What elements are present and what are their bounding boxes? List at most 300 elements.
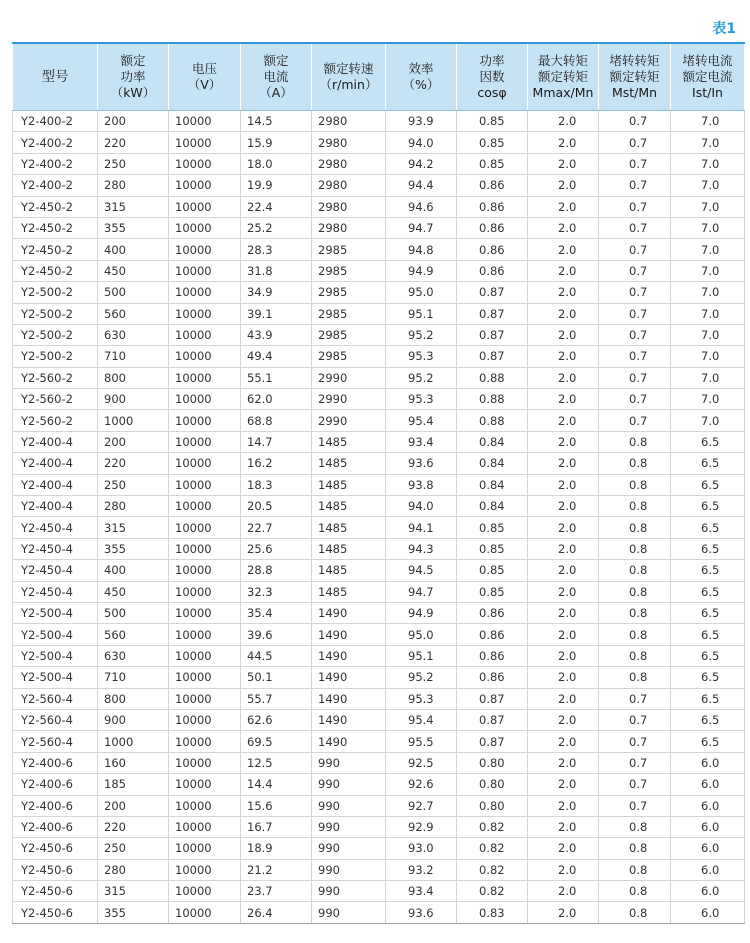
table-cell: 2.0	[528, 709, 599, 730]
table-cell: 1485	[312, 496, 386, 517]
table-cell: 560	[98, 303, 169, 324]
table-header	[13, 43, 745, 111]
table-cell: 7.0	[671, 153, 745, 174]
table-cell: 2980	[312, 132, 386, 153]
table-cell: 315	[98, 881, 169, 902]
table-cell: 2.0	[528, 645, 599, 666]
table-cell: Y2-500-4	[13, 667, 98, 688]
column-header	[386, 43, 457, 111]
table-row	[13, 881, 745, 902]
table-cell: 2.0	[528, 581, 599, 602]
table-row	[13, 688, 745, 709]
table-cell: 23.7	[241, 881, 312, 902]
column-header-line: 额定电流	[682, 69, 733, 84]
table-cell: 7.0	[671, 303, 745, 324]
table-cell: 93.6	[386, 902, 457, 923]
table-row	[13, 645, 745, 666]
table-cell: 6.5	[671, 538, 745, 559]
table-cell: 630	[98, 324, 169, 345]
table-cell: 400	[98, 560, 169, 581]
table-cell: 22.4	[241, 196, 312, 217]
table-cell: 1000	[98, 731, 169, 752]
table-cell: 21.2	[241, 859, 312, 880]
table-cell: 0.7	[599, 324, 671, 345]
table-cell: 95.5	[386, 731, 457, 752]
table-cell: 2.0	[528, 881, 599, 902]
table-cell: Y2-400-6	[13, 816, 98, 837]
table-cell: 10000	[169, 324, 241, 345]
table-cell: 250	[98, 838, 169, 859]
table-cell: 93.6	[386, 453, 457, 474]
table-cell: 2980	[312, 153, 386, 174]
table-cell: 0.86	[457, 175, 528, 196]
table-cell: 2.0	[528, 795, 599, 816]
table-cell: Y2-450-2	[13, 217, 98, 238]
table-cell: 0.7	[599, 132, 671, 153]
table-cell: 1000	[98, 410, 169, 431]
table-cell: 0.87	[457, 709, 528, 730]
table-cell: Y2-450-4	[13, 581, 98, 602]
table-cell: 94.0	[386, 132, 457, 153]
header-row	[13, 43, 745, 111]
table-cell: Y2-450-6	[13, 859, 98, 880]
table-cell: Y2-450-6	[13, 881, 98, 902]
table-cell: 1485	[312, 581, 386, 602]
table-cell: 0.8	[599, 624, 671, 645]
column-header-line: 最大转矩	[537, 53, 588, 68]
table-cell: 6.5	[671, 709, 745, 730]
table-cell: 2.0	[528, 346, 599, 367]
column-header-line: 功率	[120, 69, 146, 84]
table-cell: 94.5	[386, 560, 457, 581]
table-cell: 95.2	[386, 367, 457, 388]
table-cell: 6.5	[671, 496, 745, 517]
table-cell: 43.9	[241, 324, 312, 345]
table-cell: 1490	[312, 688, 386, 709]
table-row	[13, 217, 745, 238]
table-cell: 10000	[169, 667, 241, 688]
table-cell: 2.0	[528, 175, 599, 196]
table-row	[13, 624, 745, 645]
table-cell: 10000	[169, 239, 241, 260]
table-cell: 0.8	[599, 560, 671, 581]
table-cell: 93.4	[386, 881, 457, 902]
column-header-line: （r/min）	[319, 77, 378, 92]
table-cell: 94.2	[386, 153, 457, 174]
table-cell: 0.85	[457, 560, 528, 581]
table-cell: Y2-560-2	[13, 367, 98, 388]
table-cell: 6.0	[671, 752, 745, 773]
table-cell: Y2-450-2	[13, 196, 98, 217]
table-cell: 39.6	[241, 624, 312, 645]
table-cell: 6.5	[671, 517, 745, 538]
table-cell: Y2-500-4	[13, 645, 98, 666]
table-cell: 2.0	[528, 111, 599, 132]
table-cell: 0.84	[457, 431, 528, 452]
table-cell: 95.2	[386, 324, 457, 345]
table-cell: 93.0	[386, 838, 457, 859]
table-cell: 280	[98, 859, 169, 880]
table-cell: 55.1	[241, 367, 312, 388]
table-cell: 92.5	[386, 752, 457, 773]
table-cell: 0.7	[599, 731, 671, 752]
table-cell: 0.8	[599, 602, 671, 623]
table-cell: Y2-450-2	[13, 239, 98, 260]
table-cell: Y2-400-2	[13, 175, 98, 196]
table-row	[13, 260, 745, 281]
column-header	[241, 43, 312, 111]
table-cell: 2.0	[528, 196, 599, 217]
table-cell: 18.0	[241, 153, 312, 174]
table-cell: 160	[98, 752, 169, 773]
table-cell: 10000	[169, 517, 241, 538]
table-cell: Y2-400-6	[13, 752, 98, 773]
table-cell: 0.88	[457, 389, 528, 410]
table-cell: 2990	[312, 367, 386, 388]
table-cell: 315	[98, 196, 169, 217]
table-cell: 6.5	[671, 581, 745, 602]
table-cell: 0.85	[457, 132, 528, 153]
column-header	[457, 43, 528, 111]
table-cell: 0.87	[457, 731, 528, 752]
table-cell: 62.6	[241, 709, 312, 730]
table-cell: 0.85	[457, 111, 528, 132]
table-cell: 7.0	[671, 260, 745, 281]
table-cell: 10000	[169, 560, 241, 581]
table-cell: 2990	[312, 410, 386, 431]
column-header-line: 额定转矩	[609, 69, 660, 84]
table-row	[13, 303, 745, 324]
table-cell: 94.7	[386, 217, 457, 238]
table-cell: 0.7	[599, 752, 671, 773]
table-cell: 7.0	[671, 410, 745, 431]
table-cell: 0.7	[599, 389, 671, 410]
table-row	[13, 859, 745, 880]
table-cell: Y2-450-4	[13, 560, 98, 581]
table-row	[13, 838, 745, 859]
table-cell: Y2-500-2	[13, 282, 98, 303]
table-row	[13, 111, 745, 132]
table-cell: Y2-400-4	[13, 453, 98, 474]
column-header-line: 堵转转矩	[609, 53, 660, 68]
table-cell: 10000	[169, 774, 241, 795]
table-cell: 0.7	[599, 239, 671, 260]
table-cell: 0.84	[457, 496, 528, 517]
table-cell: 0.85	[457, 581, 528, 602]
table-cell: 2.0	[528, 303, 599, 324]
table-cell: 49.4	[241, 346, 312, 367]
table-cell: 630	[98, 645, 169, 666]
column-header-line: cosφ	[477, 85, 507, 100]
column-header-line: 型号	[41, 69, 69, 85]
table-cell: Y2-400-2	[13, 132, 98, 153]
table-cell: 220	[98, 132, 169, 153]
table-cell: 1490	[312, 731, 386, 752]
table-cell: 2.0	[528, 132, 599, 153]
table-row	[13, 774, 745, 795]
table-cell: 355	[98, 538, 169, 559]
table-cell: 0.86	[457, 239, 528, 260]
table-cell: 1485	[312, 560, 386, 581]
table-cell: 10000	[169, 260, 241, 281]
table-cell: 10000	[169, 859, 241, 880]
column-header	[599, 43, 671, 111]
table-cell: 44.5	[241, 645, 312, 666]
table-cell: Y2-450-4	[13, 517, 98, 538]
table-cell: 0.87	[457, 282, 528, 303]
table-row	[13, 453, 745, 474]
table-cell: 0.84	[457, 453, 528, 474]
table-cell: 2.0	[528, 496, 599, 517]
table-cell: 95.4	[386, 410, 457, 431]
table-cell: 0.80	[457, 774, 528, 795]
table-cell: 55.7	[241, 688, 312, 709]
table-cell: 6.5	[671, 602, 745, 623]
table-row	[13, 709, 745, 730]
table-cell: 0.7	[599, 111, 671, 132]
table-cell: 0.8	[599, 902, 671, 923]
table-cell: 50.1	[241, 667, 312, 688]
table-cell: 0.7	[599, 346, 671, 367]
table-row	[13, 282, 745, 303]
table-cell: 990	[312, 838, 386, 859]
table-cell: 0.7	[599, 282, 671, 303]
motor-spec-table	[12, 42, 745, 924]
table-cell: 200	[98, 111, 169, 132]
table-cell: 2.0	[528, 774, 599, 795]
column-header-line: 额定	[263, 53, 289, 68]
table-cell: 1485	[312, 474, 386, 495]
table-cell: 34.9	[241, 282, 312, 303]
table-cell: 355	[98, 217, 169, 238]
table-cell: Y2-500-4	[13, 602, 98, 623]
table-cell: 10000	[169, 175, 241, 196]
table-cell: 6.5	[671, 474, 745, 495]
table-cell: 0.87	[457, 324, 528, 345]
table-cell: 94.9	[386, 260, 457, 281]
table-cell: 1490	[312, 709, 386, 730]
column-header-line: Mmax/Mn	[532, 85, 594, 100]
table-cell: 7.0	[671, 324, 745, 345]
table-cell: 7.0	[671, 239, 745, 260]
table-cell: 0.86	[457, 260, 528, 281]
table-cell: 990	[312, 859, 386, 880]
table-cell: Y2-560-2	[13, 410, 98, 431]
table-cell: 93.2	[386, 859, 457, 880]
table-row	[13, 667, 745, 688]
table-cell: Y2-400-2	[13, 153, 98, 174]
table-cell: 0.87	[457, 346, 528, 367]
table-cell: 68.8	[241, 410, 312, 431]
table-cell: 250	[98, 474, 169, 495]
table-cell: 6.0	[671, 838, 745, 859]
column-header	[98, 43, 169, 111]
table-cell: 0.86	[457, 645, 528, 666]
column-header-line: （V）	[187, 77, 222, 92]
table-cell: 1490	[312, 645, 386, 666]
table-cell: 0.8	[599, 474, 671, 495]
table-cell: 12.5	[241, 752, 312, 773]
table-cell: 900	[98, 709, 169, 730]
table-cell: 0.87	[457, 688, 528, 709]
table-cell: 7.0	[671, 175, 745, 196]
table-cell: 39.1	[241, 303, 312, 324]
table-cell: 2985	[312, 260, 386, 281]
table-cell: 1490	[312, 602, 386, 623]
table-cell: 6.5	[671, 667, 745, 688]
table-row	[13, 731, 745, 752]
table-cell: 0.8	[599, 453, 671, 474]
table-cell: 94.7	[386, 581, 457, 602]
table-cell: 0.8	[599, 538, 671, 559]
column-header	[169, 43, 241, 111]
table-cell: 6.5	[671, 453, 745, 474]
table-row	[13, 560, 745, 581]
table-cell: 0.86	[457, 602, 528, 623]
table-cell: 95.4	[386, 709, 457, 730]
table-cell: 14.7	[241, 431, 312, 452]
table-row	[13, 410, 745, 431]
column-header-line: 电流	[263, 69, 289, 84]
table-cell: 2.0	[528, 859, 599, 880]
table-cell: 10000	[169, 496, 241, 517]
table-cell: 2985	[312, 303, 386, 324]
table-cell: 16.7	[241, 816, 312, 837]
table-cell: 6.5	[671, 560, 745, 581]
table-cell: 2.0	[528, 217, 599, 238]
table-cell: 10000	[169, 453, 241, 474]
table-cell: 0.82	[457, 816, 528, 837]
table-cell: 400	[98, 239, 169, 260]
table-cell: 0.7	[599, 175, 671, 196]
table-cell: 0.7	[599, 410, 671, 431]
table-cell: Y2-500-2	[13, 346, 98, 367]
table-cell: Y2-560-4	[13, 709, 98, 730]
table-cell: Y2-500-2	[13, 324, 98, 345]
table-row	[13, 474, 745, 495]
column-header-line: 效率	[408, 61, 434, 76]
column-header-line: 电压	[191, 61, 217, 76]
table-cell: 7.0	[671, 346, 745, 367]
table-row	[13, 367, 745, 388]
table-cell: 7.0	[671, 196, 745, 217]
table-cell: 2980	[312, 111, 386, 132]
table-row	[13, 602, 745, 623]
table-cell: 450	[98, 581, 169, 602]
table-cell: Y2-450-6	[13, 902, 98, 923]
table-row	[13, 239, 745, 260]
table-cell: 1485	[312, 517, 386, 538]
table-cell: 15.9	[241, 132, 312, 153]
table-cell: 10000	[169, 902, 241, 923]
table-cell: Y2-400-4	[13, 474, 98, 495]
table-cell: 2.0	[528, 474, 599, 495]
table-cell: 2985	[312, 282, 386, 303]
table-cell: 200	[98, 795, 169, 816]
table-cell: 2.0	[528, 239, 599, 260]
table-cell: 94.1	[386, 517, 457, 538]
table-cell: 10000	[169, 111, 241, 132]
table-cell: 0.88	[457, 367, 528, 388]
column-header-line: 额定转矩	[537, 69, 588, 84]
table-cell: 6.5	[671, 624, 745, 645]
table-cell: 0.8	[599, 816, 671, 837]
table-cell: Y2-400-2	[13, 111, 98, 132]
table-cell: Y2-400-4	[13, 496, 98, 517]
table-cell: 0.8	[599, 581, 671, 602]
table-cell: 2.0	[528, 153, 599, 174]
table-row	[13, 902, 745, 923]
table-cell: 2980	[312, 196, 386, 217]
table-cell: 560	[98, 624, 169, 645]
column-header-line: 因数	[479, 69, 505, 84]
table-cell: 10000	[169, 838, 241, 859]
table-cell: 0.7	[599, 367, 671, 388]
table-cell: 10000	[169, 389, 241, 410]
table-cell: 18.9	[241, 838, 312, 859]
table-cell: 7.0	[671, 282, 745, 303]
table-cell: 710	[98, 346, 169, 367]
table-cell: 2.0	[528, 816, 599, 837]
table-body	[13, 111, 745, 924]
table-cell: 22.7	[241, 517, 312, 538]
table-cell: 0.85	[457, 153, 528, 174]
table-row	[13, 752, 745, 773]
table-cell: 0.82	[457, 859, 528, 880]
table-cell: 0.7	[599, 217, 671, 238]
table-cell: 0.8	[599, 838, 671, 859]
table-cell: 990	[312, 752, 386, 773]
column-header-line: 额定转速	[323, 61, 374, 76]
table-cell: Y2-500-2	[13, 303, 98, 324]
table-cell: 200	[98, 431, 169, 452]
column-header-line: 堵转电流	[682, 53, 733, 68]
table-cell: 20.5	[241, 496, 312, 517]
column-header	[312, 43, 386, 111]
column-header-line: （kW）	[110, 85, 156, 100]
table-cell: 69.5	[241, 731, 312, 752]
table-cell: 710	[98, 667, 169, 688]
table-cell: 6.0	[671, 881, 745, 902]
table-cell: 28.3	[241, 239, 312, 260]
table-cell: 2.0	[528, 538, 599, 559]
table-cell: 10000	[169, 282, 241, 303]
table-cell: 1490	[312, 624, 386, 645]
table-cell: 10000	[169, 538, 241, 559]
table-cell: 18.3	[241, 474, 312, 495]
column-header-line: （%）	[402, 77, 440, 92]
table-cell: 6.0	[671, 795, 745, 816]
table-cell: 32.3	[241, 581, 312, 602]
table-cell: 0.82	[457, 881, 528, 902]
table-cell: Y2-560-4	[13, 688, 98, 709]
table-cell: 95.1	[386, 645, 457, 666]
table-cell: 0.8	[599, 859, 671, 880]
table-cell: 10000	[169, 795, 241, 816]
table-cell: 94.0	[386, 496, 457, 517]
table-cell: 1490	[312, 667, 386, 688]
column-header-line: Ist/In	[692, 85, 723, 100]
table-row	[13, 175, 745, 196]
table-cell: 0.80	[457, 752, 528, 773]
table-cell: 2980	[312, 217, 386, 238]
table-cell: 28.8	[241, 560, 312, 581]
table-cell: 280	[98, 175, 169, 196]
table-cell: 16.2	[241, 453, 312, 474]
table-cell: 2.0	[528, 752, 599, 773]
table-row	[13, 196, 745, 217]
table-cell: 2985	[312, 324, 386, 345]
